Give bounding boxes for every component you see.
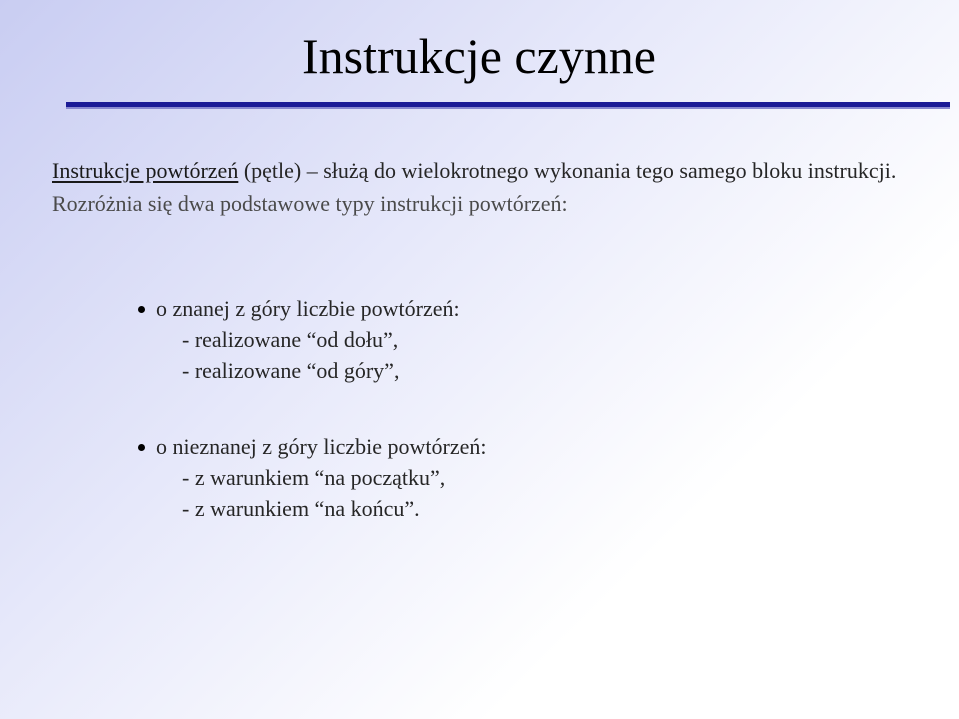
bullet-icon [138, 306, 145, 313]
sub-item: - realizowane “od góry”, [182, 358, 400, 383]
sub-item: - z warunkiem “na końcu”. [182, 496, 420, 521]
intro-definition: (pętle) – służą do wielokrotnego wykonania tego samego bloku instrukcji. [238, 158, 897, 183]
intro-types: Rozróżnia się dwa podstawowe typy instrukcji powtórzeń: [52, 191, 568, 216]
title-underline-shadow [66, 107, 950, 109]
bullet-item [138, 431, 486, 462]
slide-title: Instrukcje czynne [302, 28, 657, 84]
sub-item: - realizowane “od dołu”, [182, 327, 399, 352]
loop-type-group-unknown [138, 431, 486, 524]
sub-item: - z warunkiem “na początku”, [182, 465, 446, 490]
bullet-icon [138, 444, 145, 451]
bullet-label: o nieznanej z góry liczbie powtórzeń: [156, 434, 487, 459]
intro-paragraph [52, 154, 932, 220]
intro-term: Instrukcje powtórzeń [52, 158, 239, 183]
bullet-item [138, 293, 460, 324]
bullet-label: o znanej z góry liczbie powtórzeń: [156, 296, 460, 321]
loop-type-group-known [138, 293, 460, 386]
